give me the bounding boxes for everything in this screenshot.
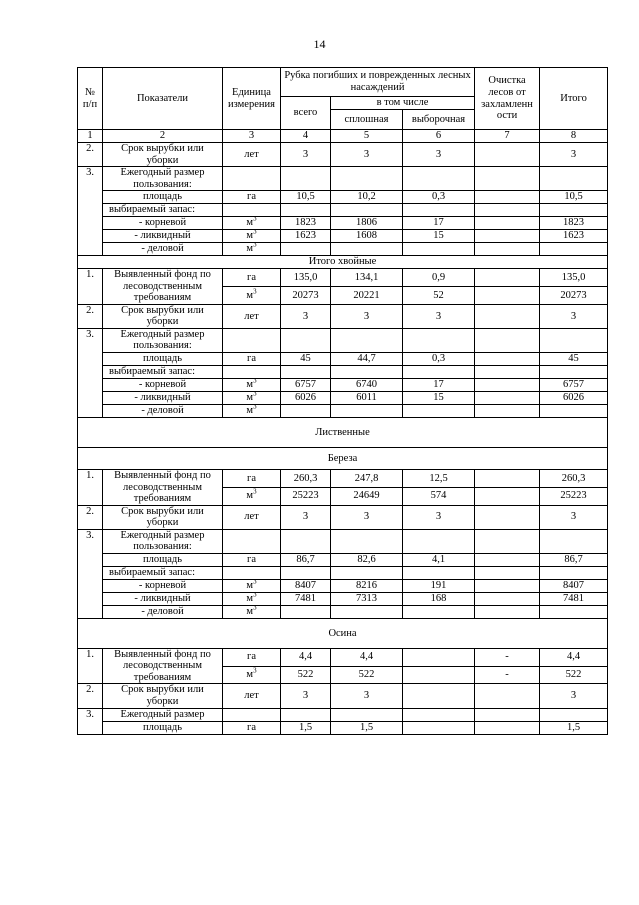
table-cell (281, 204, 331, 217)
table-cell (403, 243, 475, 256)
table-cell: 2. (78, 304, 103, 328)
table-cell: 17 (403, 379, 475, 392)
table-cell (223, 366, 281, 379)
table-cell: 20221 (331, 287, 403, 305)
col-num: 3 (223, 130, 281, 143)
table-cell: 86,7 (540, 553, 608, 566)
table-cell: га (223, 269, 281, 287)
section-deciduous: Лиственные (78, 418, 608, 448)
forest-use-table (77, 67, 608, 735)
unit-m3 (223, 605, 281, 618)
table-cell: 1,5 (331, 721, 403, 734)
row-label: площадь (103, 191, 223, 204)
table-cell: 25223 (540, 487, 608, 505)
table-cell (223, 204, 281, 217)
col-num: 4 (281, 130, 331, 143)
table-cell: 7313 (331, 592, 403, 605)
table-cell (281, 708, 331, 721)
table-cell (331, 204, 403, 217)
table-cell: га (223, 721, 281, 734)
table-cell (223, 529, 281, 553)
table-cell: 1623 (540, 230, 608, 243)
table-cell (475, 243, 540, 256)
table-cell (475, 470, 540, 488)
unit-text: 3 (253, 592, 257, 599)
table-cell (540, 366, 608, 379)
table-cell: га (223, 553, 281, 566)
table-row (78, 592, 608, 605)
table-cell: лет (223, 505, 281, 529)
row-label: площадь (103, 353, 223, 366)
table-row (78, 353, 608, 366)
table-cell: 6757 (540, 379, 608, 392)
table-cell (281, 243, 331, 256)
table-cell: 44,7 (331, 353, 403, 366)
unit-text: м (246, 230, 254, 242)
unit-text: м (246, 392, 254, 404)
table-cell: 4,4 (281, 648, 331, 666)
col-num: 6 (403, 130, 475, 143)
row-label: - ликвидный (103, 592, 223, 605)
table-cell: 260,3 (281, 470, 331, 488)
unit-text: 3 (253, 378, 257, 385)
table-row (78, 269, 608, 287)
table-cell: 1608 (331, 230, 403, 243)
table-cell (540, 243, 608, 256)
table-cell (540, 167, 608, 191)
table-cell (540, 529, 608, 553)
table-cell (281, 405, 331, 418)
table-cell (331, 167, 403, 191)
table-cell (331, 366, 403, 379)
header-total: Итого (540, 68, 608, 130)
table-row (78, 405, 608, 418)
unit-m3 (223, 217, 281, 230)
table-row (78, 243, 608, 256)
table-cell (475, 553, 540, 566)
table-cell: 0,9 (403, 269, 475, 287)
table-row (78, 366, 608, 379)
row-label: - деловой (103, 605, 223, 618)
unit-text: м (246, 580, 254, 592)
table-cell (281, 566, 331, 579)
row-label: - деловой (103, 405, 223, 418)
row-label: Срок вырубки или уборки (103, 505, 223, 529)
table-cell (403, 721, 475, 734)
unit-m3 (223, 287, 281, 305)
table-cell: 24649 (331, 487, 403, 505)
table-cell: 12,5 (403, 470, 475, 488)
table-cell (403, 648, 475, 666)
table-cell: 1. (78, 269, 103, 305)
row-label: выбираемый запас: (103, 366, 223, 379)
table-row (78, 529, 608, 553)
table-row (78, 579, 608, 592)
row-label: - корневой (103, 217, 223, 230)
column-numbers-row (78, 130, 608, 143)
table-cell (475, 191, 540, 204)
table-cell: 522 (331, 666, 403, 684)
header-including: в том числе (331, 97, 475, 110)
table-cell: 191 (403, 579, 475, 592)
table-row (78, 566, 608, 579)
table-cell (475, 566, 540, 579)
table-cell: 2. (78, 143, 103, 167)
table-row (78, 648, 608, 666)
table-cell: 6026 (281, 392, 331, 405)
table-cell: 3. (78, 708, 103, 734)
table-cell: 8407 (540, 579, 608, 592)
table-cell: 3 (281, 143, 331, 167)
table-cell (475, 366, 540, 379)
unit-text: м (246, 289, 254, 301)
unit-m3 (223, 592, 281, 605)
row-label: Ежегодный размер пользования: (103, 328, 223, 352)
table-cell (540, 708, 608, 721)
col-num: 2 (103, 130, 223, 143)
table-cell: 3. (78, 167, 103, 256)
table-cell: 1,5 (540, 721, 608, 734)
table-cell: 1806 (331, 217, 403, 230)
col-num: 8 (540, 130, 608, 143)
unit-m3 (223, 243, 281, 256)
table-cell (223, 708, 281, 721)
table-cell (475, 392, 540, 405)
section-row (78, 256, 608, 269)
header-indicators: Показатели (103, 68, 223, 130)
table-cell: 8216 (331, 579, 403, 592)
unit-text: 3 (253, 229, 257, 236)
table-cell (331, 605, 403, 618)
table-cell: 15 (403, 392, 475, 405)
unit-text: м (246, 379, 254, 391)
table-cell: га (223, 648, 281, 666)
table-cell (475, 167, 540, 191)
table-cell: 10,5 (281, 191, 331, 204)
table-cell (475, 592, 540, 605)
row-label: Срок вырубки или уборки (103, 143, 223, 167)
unit-m3 (223, 487, 281, 505)
table-row (78, 721, 608, 734)
table-cell: 6011 (331, 392, 403, 405)
unit-text: 3 (253, 404, 257, 411)
table-cell (403, 167, 475, 191)
table-cell: 3 (403, 143, 475, 167)
row-label: площадь (103, 553, 223, 566)
unit-text: м (246, 669, 254, 681)
row-label: выбираемый запас: (103, 566, 223, 579)
table-cell: 574 (403, 487, 475, 505)
table-cell: 8407 (281, 579, 331, 592)
table-cell: 3 (540, 304, 608, 328)
table-cell: 3 (331, 304, 403, 328)
table-cell: 0,3 (403, 191, 475, 204)
table-row (78, 230, 608, 243)
unit-text: 3 (253, 216, 257, 223)
table-row (78, 304, 608, 328)
table-cell: 3 (540, 143, 608, 167)
row-label: Выявленный фонд по лесоводственным требованиям (103, 470, 223, 506)
col-num: 1 (78, 130, 103, 143)
table-cell (475, 269, 540, 287)
row-label: выбираемый запас: (103, 204, 223, 217)
table-cell: 2. (78, 505, 103, 529)
table-cell: 7481 (281, 592, 331, 605)
table-cell: 4,4 (540, 648, 608, 666)
table-cell: 0,3 (403, 353, 475, 366)
unit-m3 (223, 579, 281, 592)
table-cell: 3. (78, 328, 103, 417)
table-cell (540, 566, 608, 579)
table-cell: 20273 (281, 287, 331, 305)
table-row (78, 143, 608, 167)
header-felling: Рубка погибших и поврежденных лесных насаждений (281, 68, 475, 97)
table-cell: 52 (403, 287, 475, 305)
header-cleaning: Очистка лесов от захламленн ости (475, 68, 540, 130)
table-cell: лет (223, 304, 281, 328)
table-cell (403, 566, 475, 579)
table-row (78, 505, 608, 529)
table-cell: 260,3 (540, 470, 608, 488)
unit-text: 3 (253, 391, 257, 398)
col-num: 7 (475, 130, 540, 143)
table-cell: 3 (281, 304, 331, 328)
table-cell (475, 721, 540, 734)
unit-text: м (246, 243, 254, 255)
table-cell: 522 (281, 666, 331, 684)
table-row (78, 470, 608, 488)
table-cell: 82,6 (331, 553, 403, 566)
unit-text: м (246, 217, 254, 229)
table-cell (475, 304, 540, 328)
table-row (78, 191, 608, 204)
table-cell: 4,1 (403, 553, 475, 566)
unit-m3 (223, 405, 281, 418)
table-cell (403, 204, 475, 217)
table-cell: 1623 (281, 230, 331, 243)
table-cell (540, 328, 608, 352)
row-label: - ликвидный (103, 230, 223, 243)
table-cell (475, 204, 540, 217)
page-number: 14 (313, 37, 326, 51)
table-cell: лет (223, 684, 281, 708)
table-cell: лет (223, 143, 281, 167)
row-label: - корневой (103, 579, 223, 592)
table-cell (475, 379, 540, 392)
table-cell (475, 708, 540, 721)
table-cell (403, 366, 475, 379)
table-cell (475, 328, 540, 352)
table-row (78, 708, 608, 721)
unit-text: 3 (253, 605, 257, 612)
table-cell: 86,7 (281, 553, 331, 566)
table-cell: - (475, 648, 540, 666)
unit-m3 (223, 379, 281, 392)
table-cell: 3 (403, 304, 475, 328)
unit-text: м (246, 405, 254, 417)
section-row (78, 618, 608, 648)
row-label: Ежегодный размер пользования: (103, 167, 223, 191)
table-cell (475, 487, 540, 505)
table-cell (475, 529, 540, 553)
row-label: площадь (103, 721, 223, 734)
table-cell (223, 167, 281, 191)
table-cell (403, 605, 475, 618)
table-row (78, 217, 608, 230)
table-cell (331, 243, 403, 256)
table-cell (403, 529, 475, 553)
row-label: - ликвидный (103, 392, 223, 405)
table-cell (475, 143, 540, 167)
table-cell: 45 (281, 353, 331, 366)
table-cell (475, 684, 540, 708)
table-row (78, 684, 608, 708)
table-cell (281, 328, 331, 352)
table-cell: 45 (540, 353, 608, 366)
table-cell: 17 (403, 217, 475, 230)
header-selective: выборочная (403, 110, 475, 130)
table-cell (281, 167, 331, 191)
table-cell: 3 (540, 684, 608, 708)
table-cell (403, 684, 475, 708)
table-row (78, 605, 608, 618)
section-row (78, 418, 608, 448)
unit-m3 (223, 666, 281, 684)
table-cell: 3 (281, 505, 331, 529)
table-row (78, 392, 608, 405)
table-cell: 6757 (281, 379, 331, 392)
table-cell: - (475, 666, 540, 684)
table-cell (403, 708, 475, 721)
unit-m3 (223, 392, 281, 405)
table-cell (403, 328, 475, 352)
unit-text: м (246, 593, 254, 605)
header-row-1 (78, 68, 608, 97)
table-cell: 2. (78, 684, 103, 708)
row-label: Срок вырубки или уборки (103, 304, 223, 328)
table-cell: 1823 (281, 217, 331, 230)
table-cell: 135,0 (281, 269, 331, 287)
table-cell (475, 287, 540, 305)
table-row (78, 553, 608, 566)
table-row (78, 379, 608, 392)
table-cell (475, 217, 540, 230)
table-cell: 1. (78, 648, 103, 684)
header-num: № п/п (78, 68, 103, 130)
header-clear: сплошная (331, 110, 403, 130)
table-cell (281, 529, 331, 553)
table-cell: 3 (540, 505, 608, 529)
table-cell (281, 605, 331, 618)
unit-text: м (246, 606, 254, 618)
table-cell: 168 (403, 592, 475, 605)
table-cell: 25223 (281, 487, 331, 505)
table-cell: 3 (331, 505, 403, 529)
table-row (78, 328, 608, 352)
table-cell: 3 (281, 684, 331, 708)
table-cell: 3 (403, 505, 475, 529)
unit-m3 (223, 230, 281, 243)
unit-text: 3 (253, 487, 257, 496)
table-cell (475, 405, 540, 418)
table-cell: 6740 (331, 379, 403, 392)
table-cell: 247,8 (331, 470, 403, 488)
section-conifer-total: Итого хвойные (78, 256, 608, 269)
table-cell (331, 566, 403, 579)
table-cell: га (223, 191, 281, 204)
section-aspen: Осина (78, 618, 608, 648)
table-cell (475, 230, 540, 243)
table-cell (331, 708, 403, 721)
row-label: Ежегодный размер (103, 708, 223, 721)
table-cell: 134,1 (331, 269, 403, 287)
table-cell (475, 353, 540, 366)
row-label: Выявленный фонд по лесоводственным требованиям (103, 648, 223, 684)
row-label: - деловой (103, 243, 223, 256)
table-cell (540, 405, 608, 418)
header-total-all: всего (281, 97, 331, 130)
table-cell: 1. (78, 470, 103, 506)
table-cell: 3 (331, 143, 403, 167)
table-cell: га (223, 470, 281, 488)
table-cell: 10,2 (331, 191, 403, 204)
table-row (78, 167, 608, 191)
table-cell: 4,4 (331, 648, 403, 666)
table-cell (475, 579, 540, 592)
section-birch: Береза (78, 448, 608, 470)
table-cell (331, 529, 403, 553)
row-label: Срок вырубки или уборки (103, 684, 223, 708)
unit-text: 3 (253, 287, 257, 296)
table-cell: 6026 (540, 392, 608, 405)
header-unit: Единица измерения (223, 68, 281, 130)
row-label: Ежегодный размер пользования: (103, 529, 223, 553)
table-cell: 3. (78, 529, 103, 618)
unit-text: 3 (253, 579, 257, 586)
table-row (78, 204, 608, 217)
section-row (78, 448, 608, 470)
table-cell (403, 405, 475, 418)
unit-text: 3 (253, 242, 257, 249)
table-cell: 7481 (540, 592, 608, 605)
table-cell: 20273 (540, 287, 608, 305)
table-cell (223, 566, 281, 579)
col-num: 5 (331, 130, 403, 143)
table-cell (331, 328, 403, 352)
table-cell (223, 328, 281, 352)
table-cell (331, 405, 403, 418)
table-cell (475, 605, 540, 618)
table-cell (475, 505, 540, 529)
table-cell (540, 204, 608, 217)
table-cell (540, 605, 608, 618)
unit-text: 3 (253, 666, 257, 675)
table-cell: 135,0 (540, 269, 608, 287)
table-cell: 3 (331, 684, 403, 708)
row-label: Выявленный фонд по лесоводственным требованиям (103, 269, 223, 305)
table-cell (281, 366, 331, 379)
table-cell: 15 (403, 230, 475, 243)
table-cell: 1,5 (281, 721, 331, 734)
table-cell (403, 666, 475, 684)
unit-text: м (246, 490, 254, 502)
table-cell: 522 (540, 666, 608, 684)
table-cell: га (223, 353, 281, 366)
row-label: - корневой (103, 379, 223, 392)
table-cell: 10,5 (540, 191, 608, 204)
table-cell: 1823 (540, 217, 608, 230)
